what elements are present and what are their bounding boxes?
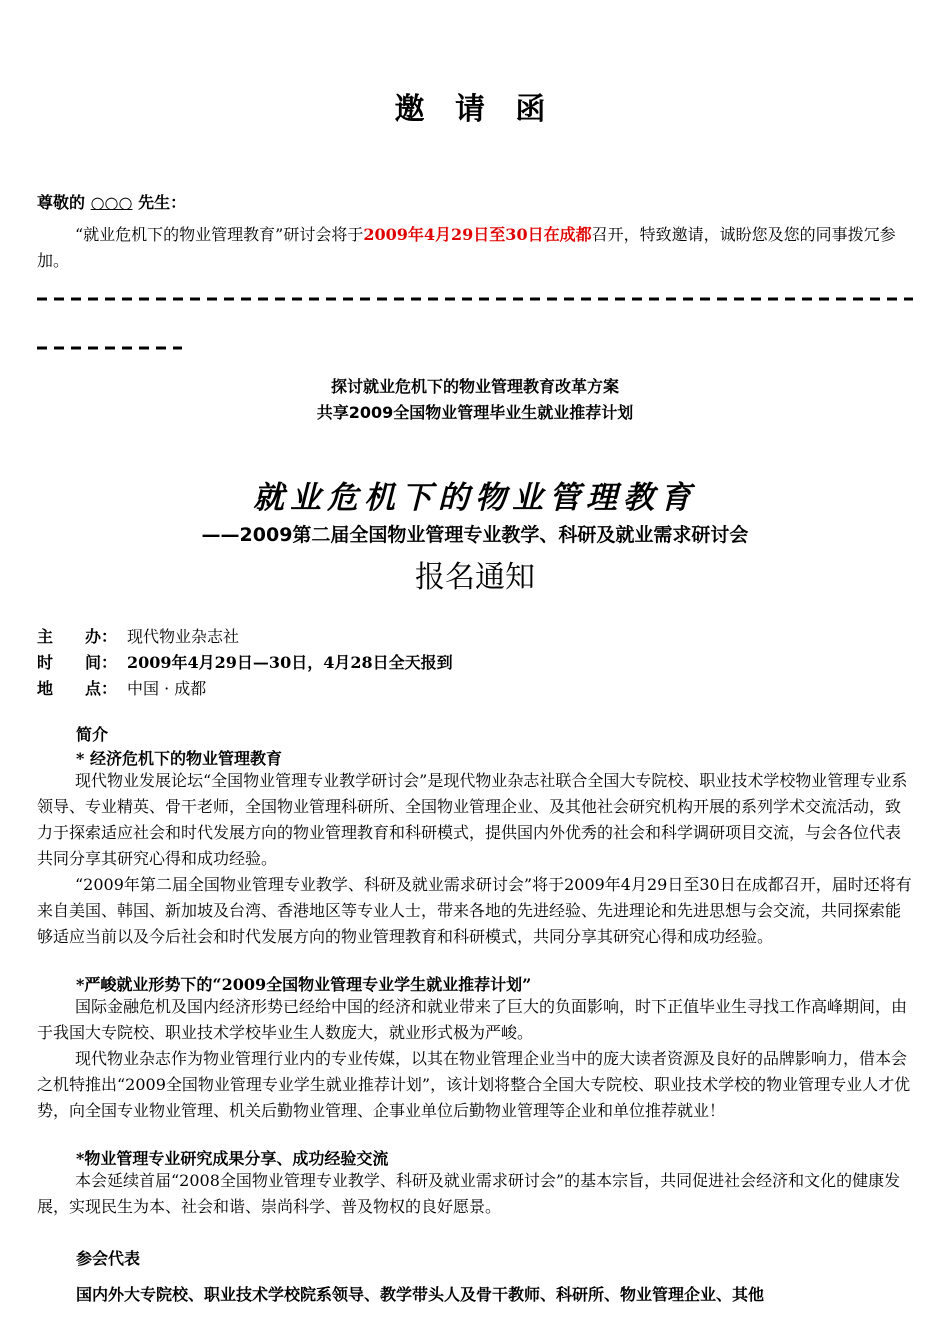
invitation-body-end: 召开，特致邀请，诚盼您及您的同事拨冗参加。 (37, 225, 896, 270)
event-title: 就业危机下的物业管理教育 (253, 480, 697, 516)
section-1-heading: * 经济危机下的物业管理教育 (76, 749, 282, 768)
section-2-paragraph-1: 国际金融危机及国内经济形势已经给中国的经济和就业带来了巨大的负面影响，时下正值毕业生寻找工作高峰期间，由于我国大专院校、职业技术学校毕业生人数庞大，就业形式极为严峻。 (37, 997, 908, 1042)
section-2-paragraph-2: 现代物业杂志作为物业管理行业内的专业传媒，以其在物业管理企业当中的庞大读者资源及良好的品牌影响力，借本会之机特推出“2009全国物业管理专业学生就业推荐计划”，该计划将整合全国大专院校、职业技术学校的物业管理专业人才优势，向全国专业物业管理、机关后勤物业管理、企事业单位后勤物业管理等企业和单位推荐就业！ (37, 1049, 911, 1120)
theme-heading-1: 探讨就业危机下的物业管理教育改革方案 (330, 377, 619, 396)
invitation-date-place: 2009年4月29日至30日在成都 (363, 225, 592, 244)
salutation-name: ○○○ (90, 193, 133, 212)
info-place-value: 中国 · 成都 (127, 679, 207, 698)
section-3-heading: *物业管理专业研究成果分享、成功经验交流 (76, 1149, 389, 1168)
salutation-prefix: 尊敬的 (37, 193, 86, 212)
salutation (37, 190, 186, 213)
invitation-body (37, 222, 913, 274)
info-time (37, 650, 453, 673)
intro-heading: 简介 (76, 725, 109, 744)
attendees-heading: 参会代表 (76, 1249, 141, 1268)
section-3-paragraph-1: 本会延续首届“2008全国物业管理专业教学、科研及就业需求研讨会”的基本宗旨，共同促进社会经济和文化的健康发展，实现民生为本、社会和谐、崇尚科学、普及物权的良好愿景。 (37, 1171, 901, 1216)
dash-divider-line-2 (37, 343, 187, 353)
info-organizer (37, 624, 239, 647)
attendees-text: 国内外大专院校、职业技术学校院系领导、教学带头人及骨干教师、科研所、物业管理企业、其他 (76, 1285, 765, 1304)
info-time-label: 时 间： (37, 653, 118, 672)
info-organizer-label: 主 办： (37, 627, 118, 646)
section-2-heading: *严峻就业形势下的“2009全国物业管理专业学生就业推荐计划” (76, 975, 532, 994)
section-1-paragraph-2: “2009年第二届全国物业管理专业教学、科研及就业需求研讨会”将于2009年4月29日至30日在成都召开，届时还将有来自美国、韩国、新加坡及台湾、香港地区等专业人士，带来各地的先进经验、先进理论和先进思想与会交流，共同探索能够适应当前以及今后社会和时代发展方向的物业管理教育和科研模式，共同分享其研究心得和成功经验。 (37, 875, 912, 946)
info-time-value: 2009年4月29日—30日，4月28日全天报到 (127, 653, 453, 672)
invitation-body-start: “就业危机下的物业管理教育”研讨会将于 (75, 225, 364, 244)
info-place (37, 676, 206, 699)
info-organizer-value: 现代物业杂志社 (127, 627, 240, 646)
dash-divider-line-1 (37, 294, 913, 304)
info-place-label: 地 点： (37, 679, 118, 698)
salutation-suffix: 先生： (138, 193, 187, 212)
section-1-paragraph-1: 现代物业发展论坛“全国物业管理专业教学研讨会”是现代物业杂志社联合全国大专院校、职业技术学校物业管理专业系领导、专业精英、骨干老师，全国物业管理科研所、全国物业管理企业、及其他社会研究机构开展的系列学术交流活动，致力于探索适应社会和时代发展方向的物业管理教育和科研模式，提供国内外优秀的社会和科学调研项目交流，与会各位代表共同分享其研究心得和成功经验。 (37, 771, 908, 868)
event-subtitle: ——2009第二届全国物业管理专业教学、科研及就业需求研讨会 (201, 524, 749, 546)
theme-heading-2: 共享2009全国物业管理毕业生就业推荐计划 (316, 403, 634, 422)
registration-notice-title: 报名通知 (415, 560, 535, 595)
letter-title: 邀 请 函 (394, 92, 556, 127)
